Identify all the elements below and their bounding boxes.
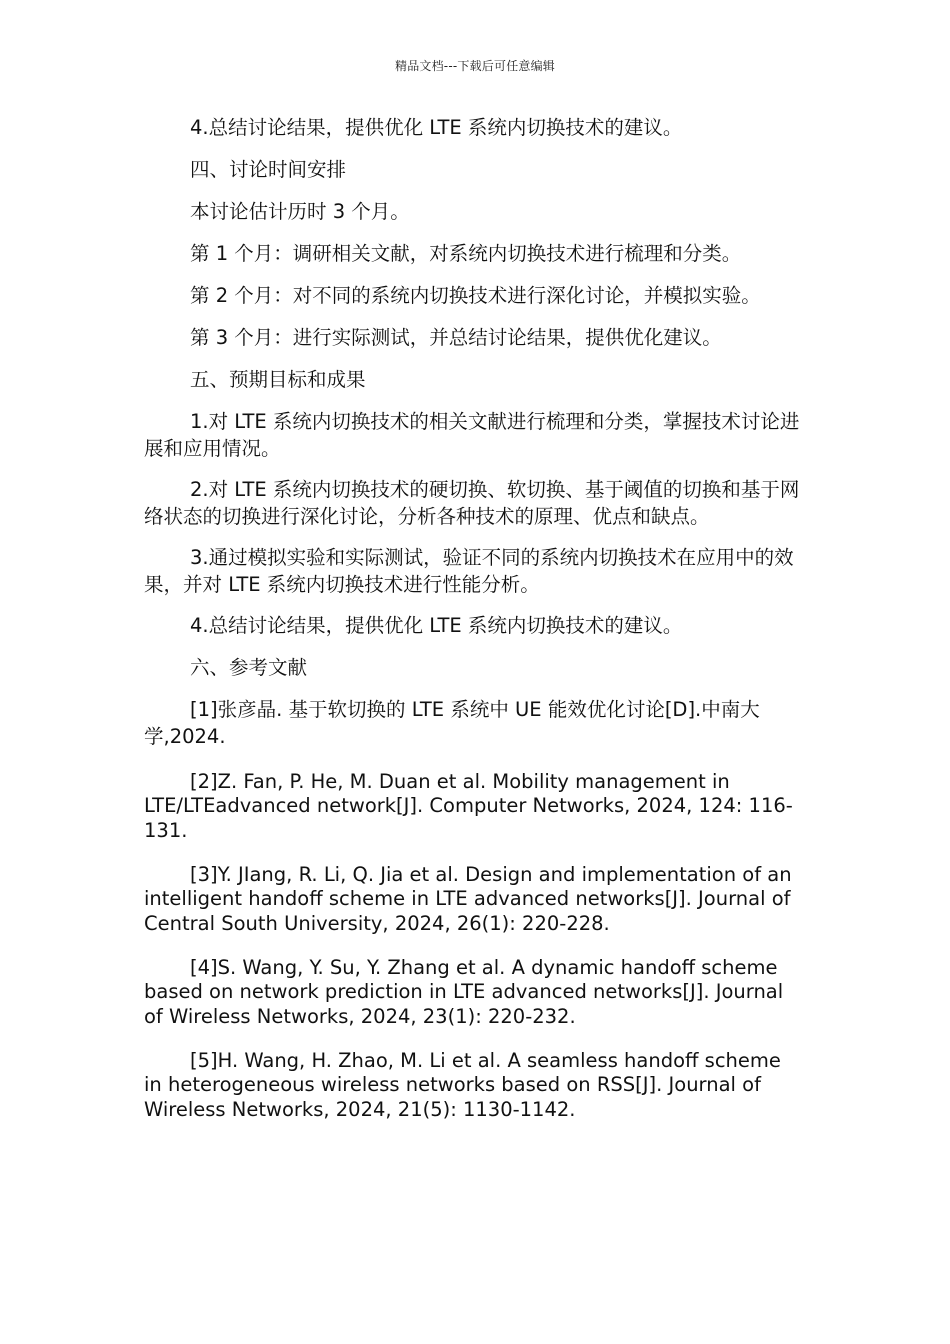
- section-heading-schedule: 四、讨论时间安排: [190, 158, 347, 181]
- reference-5: [5]H. Wang, H. Zhao, M. Li et al. A seamless handoff scheme in heterogeneous wireless networks based on RSS[J]. Journal of Wireless Networks, 2024, 21(5): 1130-1142.: [144, 1048, 781, 1121]
- reference-2: [2]Z. Fan, P. He, M. Duan et al. Mobility management in LTE/LTEadvanced network[J]. Computer Networks, 2024, 124: 116-131.: [144, 769, 793, 842]
- paragraph-goal-1: 1.对 LTE 系统内切换技术的相关文献进行梳理和分类，掌握技术讨论进展和应用情况。: [144, 410, 800, 460]
- paragraph-goal-3: 3.通过模拟实验和实际测试，验证不同的系统内切换技术在应用中的效果，并对 LTE 系统内切换技术进行性能分析。: [144, 546, 794, 596]
- paragraph-month-1: 第 1 个月：调研相关文献，对系统内切换技术进行梳理和分类。: [190, 242, 742, 265]
- paragraph-month-2: 第 2 个月：对不同的系统内切换技术进行深化讨论，并模拟实验。: [190, 284, 761, 307]
- page-header: 精品文档---下载后可任意编辑: [395, 59, 555, 73]
- document-body: [144, 114, 804, 1134]
- paragraph-goal-2: 2.对 LTE 系统内切换技术的硬切换、软切换、基于阈值的切换和基于网络状态的切换进行深化讨论，分析各种技术的原理、优点和缺点。: [144, 478, 800, 528]
- reference-4: [4]S. Wang, Y. Su, Y. Zhang et al. A dynamic handoff scheme based on network prediction in LTE advanced networks[J]. Journal of Wireless Networks, 2024, 23(1): 220-232.: [144, 955, 784, 1028]
- reference-1: [1]张彦晶. 基于软切换的 LTE 系统中 UE 能效优化讨论[D].中南大学,2024.: [144, 698, 760, 748]
- paragraph-summary-conclusion: 4.总结讨论结果，提供优化 LTE 系统内切换技术的建议。: [190, 116, 683, 139]
- paragraph-goal-4: 4.总结讨论结果，提供优化 LTE 系统内切换技术的建议。: [190, 614, 683, 637]
- paragraph-duration: 本讨论估计历时 3 个月。: [190, 200, 410, 223]
- section-heading-references: 六、参考文献: [190, 656, 308, 679]
- section-heading-goals: 五、预期目标和成果: [190, 368, 366, 391]
- reference-3: [3]Y. JIang, R. Li, Q. Jia et al. Design and implementation of an intelligent handoff scheme in LTE advanced networks[J]. Journal of Central South University, 2024, 26(1): 220-228.: [144, 862, 792, 935]
- paragraph-month-3: 第 3 个月：进行实际测试，并总结讨论结果，提供优化建议。: [190, 326, 722, 349]
